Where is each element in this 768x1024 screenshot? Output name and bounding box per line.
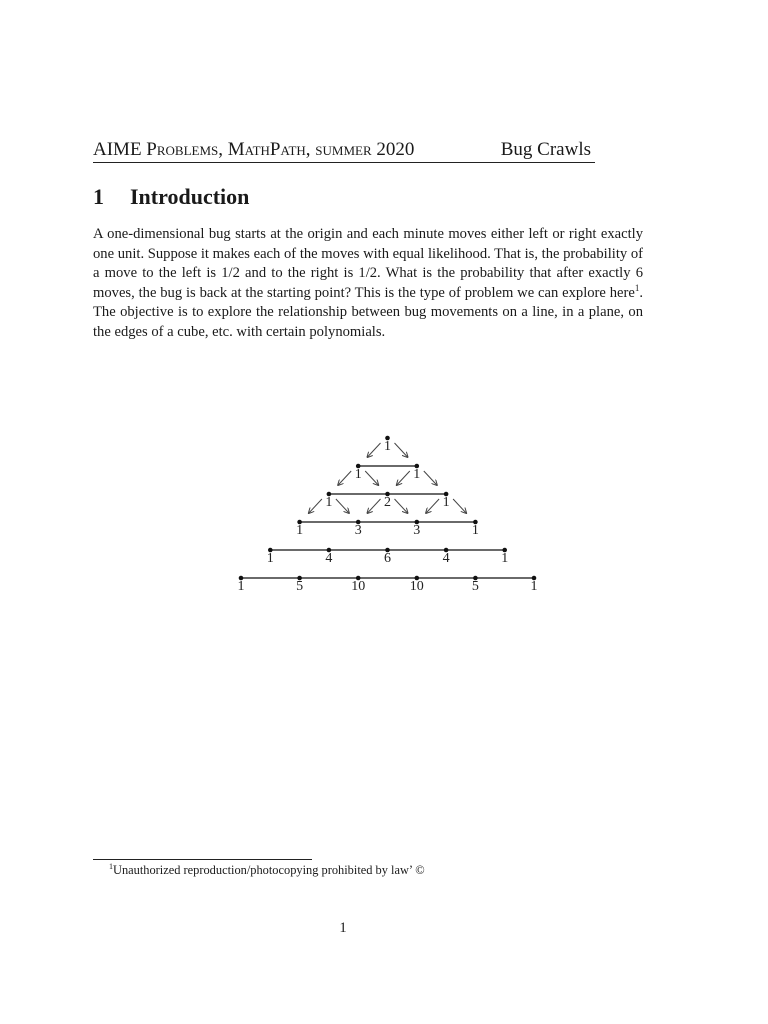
footnote-rule: [93, 859, 312, 860]
node-label: 1: [442, 495, 450, 510]
node-label: 1: [471, 523, 479, 538]
node-label: 1: [266, 551, 274, 566]
arrow-left-icon: [338, 471, 351, 485]
arrow-left-icon: [368, 443, 381, 457]
para-text-2: . The objective is to explore the relationship between bug movements on a line, in a plane, on the edges of a cube, etc. with certain polynomials.: [93, 284, 643, 340]
arrow-left-icon: [426, 499, 439, 513]
arrow-left-icon: [309, 499, 322, 513]
arrow-right-icon: [453, 499, 466, 513]
node-label: 4: [442, 551, 450, 566]
arrow-right-icon: [395, 499, 408, 513]
arrow-left-icon: [368, 499, 381, 513]
section-title: Introduction: [130, 184, 250, 209]
node-label: 1: [530, 579, 538, 594]
node-label: 1: [237, 579, 245, 594]
node-label: 3: [354, 523, 362, 538]
node-label: 5: [296, 579, 304, 594]
page-number: 1: [339, 920, 347, 936]
header-right-title: Bug Crawls: [500, 139, 591, 160]
footnote-reference: 1: [634, 282, 640, 293]
node-label: 1: [296, 523, 304, 538]
node-label: 1: [354, 467, 362, 482]
footnote-text: Unauthorized reproduction/photocopying prohibited by law’ ©: [113, 863, 425, 878]
arrow-left-icon: [397, 471, 410, 485]
node-label: 10: [351, 579, 366, 594]
node-label: 10: [409, 579, 424, 594]
arrow-right-icon: [424, 471, 437, 485]
arrow-right-icon: [365, 471, 378, 485]
node-label: 1: [384, 439, 391, 454]
section-number: 1: [93, 184, 104, 209]
node-label: 6: [384, 551, 391, 566]
footnote-mark: 1: [109, 862, 113, 871]
node-label: 5: [471, 579, 479, 594]
node-label: 3: [413, 523, 421, 538]
footnote: [109, 862, 425, 878]
para-text-1: A one-dimensional bug starts at the origin and each minute moves either left or right exactly one unit. Suppose it makes each of the moves with equal likelihood. That is, the probability of a move to the left is 1/2 and to the right is 1/2. What is the probability that after exactly 6 moves, the bug is back at the starting point? This is the type of problem we can explore here: [93, 226, 643, 301]
node-label: 1: [501, 551, 509, 566]
node-label: 4: [325, 551, 333, 566]
node-label: 2: [384, 495, 391, 510]
arrow-right-icon: [336, 499, 349, 513]
node-label: 1: [325, 495, 333, 510]
node-label: 1: [413, 467, 421, 482]
arrow-right-icon: [395, 443, 408, 457]
header-left-title: AIME Problems, MathPath, summer 2020: [93, 139, 415, 160]
